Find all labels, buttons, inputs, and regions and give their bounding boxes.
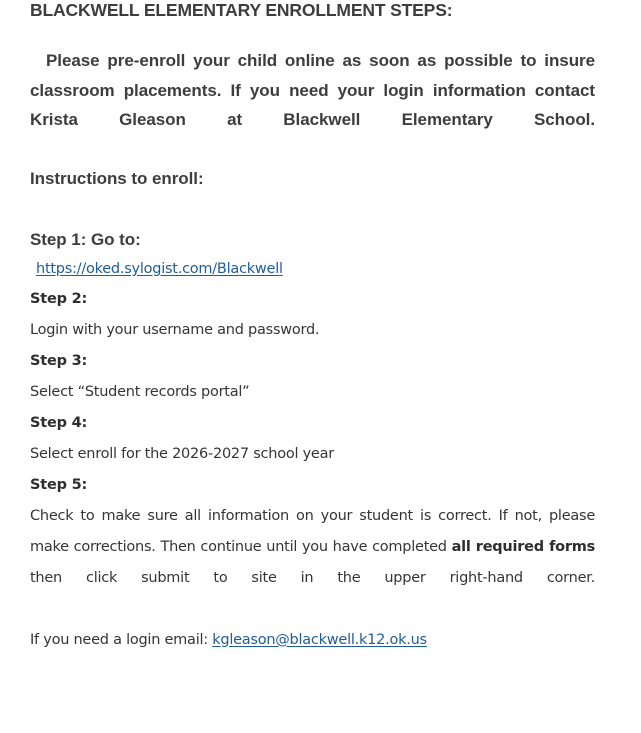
step-3-heading: Step 3: [30,352,88,369]
step-5-body [30,501,595,625]
step-1-heading: Step 1: Go to: [30,229,141,249]
step-5-body-text-end: then click submit to site in the upper right-hand corner. [30,569,595,586]
spacer-before-steps [30,194,595,225]
step-5-body-text-start: Check to make sure all information on your student is correct. If not, please make corrections. Then continue until you have completed [30,507,595,555]
step-2-heading: Step 2: [30,290,88,307]
page-title: BLACKWELL ELEMENTARY ENROLLMENT STEPS: [30,0,453,20]
step-5-body-emphasis: all required forms [451,538,595,555]
step-4-body: Select enroll for the 2026-2027 school year [30,445,334,462]
step-5-heading: Step 5: [30,476,88,493]
step-2-body: Login with your username and password. [30,321,320,338]
intro-paragraph: Please pre-enroll your child online as soon as possible to insure classroom placements. If you need your login information contact Krista Gleason at Blackwell Elementary School. [30,51,595,129]
spacer-after-title [30,20,595,46]
contact-line [30,625,595,656]
contact-prefix: If you need a login email: [30,631,213,648]
step-1-url-line [30,254,595,284]
instructions-label: Instructions to enroll: [30,169,204,188]
contact-email-link[interactable]: kgleason@blackwell.k12.ok.us [212,631,427,648]
step-4-heading: Step 4: [30,414,88,431]
enrollment-portal-link[interactable]: https://oked.sylogist.com/Blackwell [36,260,283,277]
step-3-body: Select “Student records portal” [30,383,250,400]
